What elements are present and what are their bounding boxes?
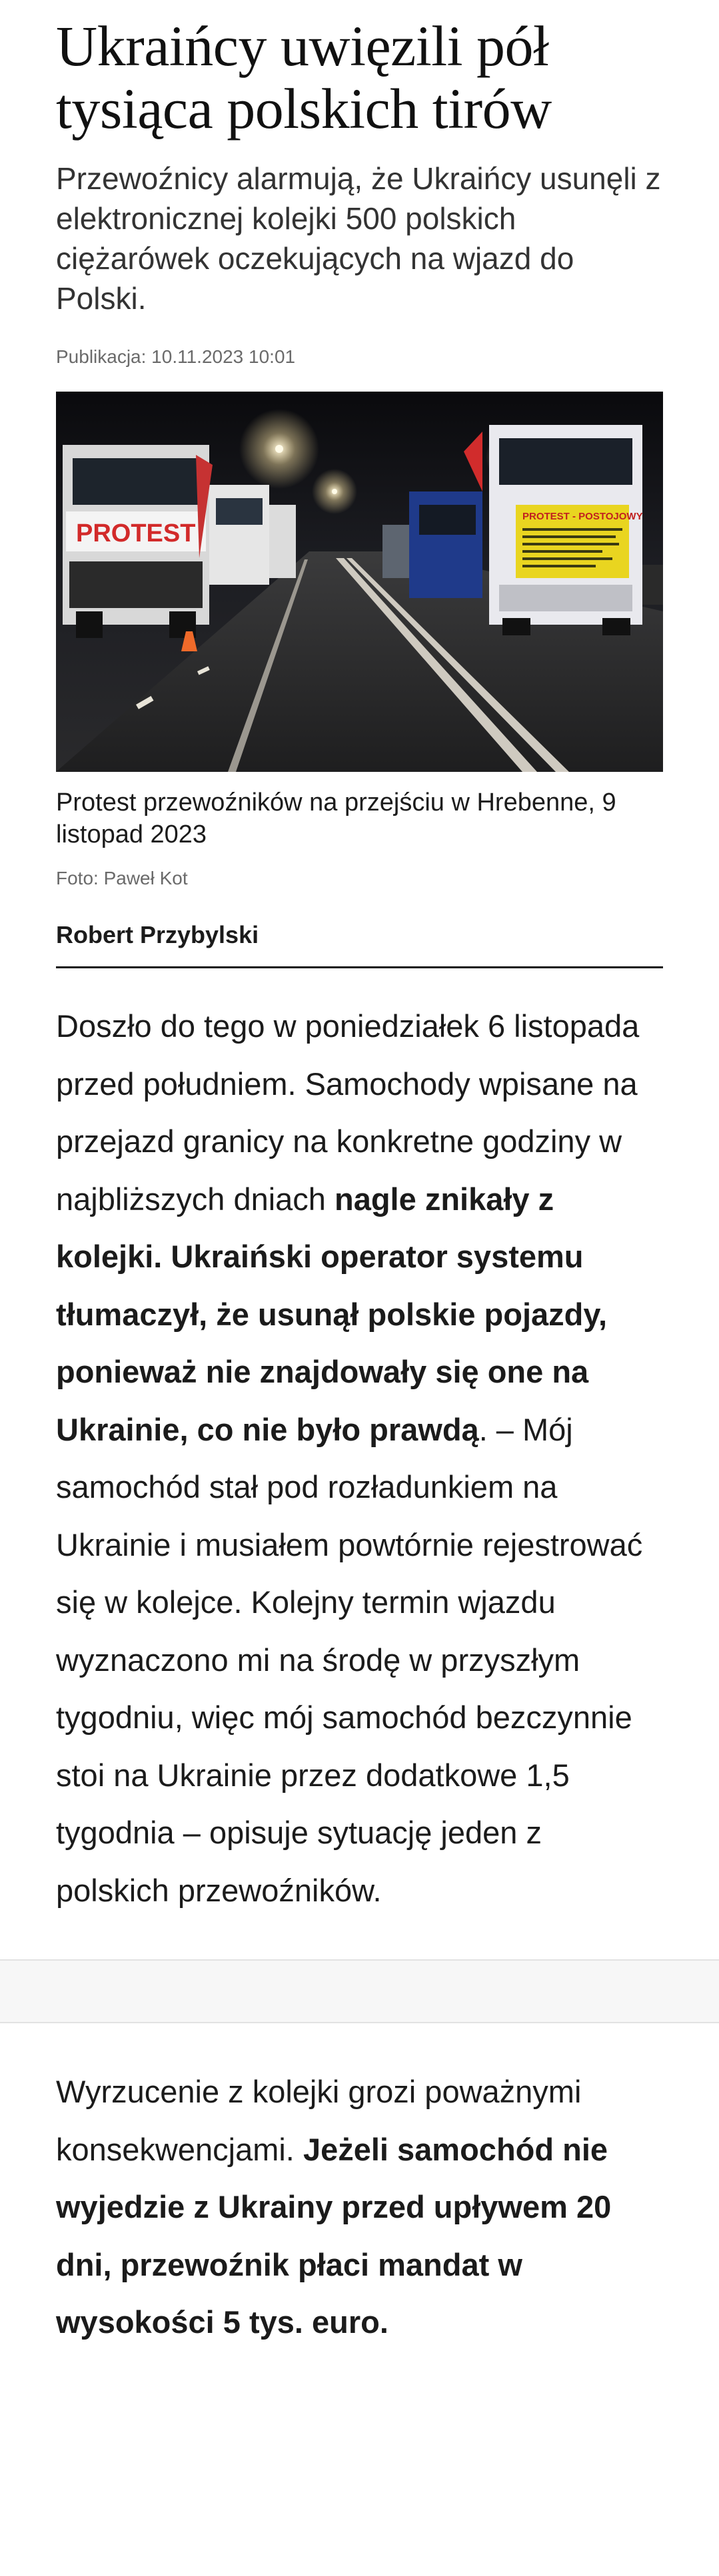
ad-slot xyxy=(0,1961,719,2022)
right-truck-banner-text: PROTEST - POSTOJOWY xyxy=(522,511,643,522)
paragraph-text: . – Mój samochód stał pod rozładunkiem na Ukrainie i musiałem powtórnie rejestrować się w kolejce. Kolejny termin wjazdu wyznaczono mi na środę w przyszłym tygodniu, więc mój samochód bezczynnie stoi na Ukrainie przez dodatkowe 1,5 tygodnia – opisuje sytuację jeden z polskich przewoźników. xyxy=(56,1411,643,1908)
paragraph-text: Wyrzucenie z kolejki grozi poważnymi konsekwencjami. xyxy=(56,2074,582,2167)
author-name[interactable]: Robert Przybylski xyxy=(56,921,663,968)
article xyxy=(0,15,719,1919)
publication-date: Publikacja: 10.11.2023 10:01 xyxy=(56,346,296,367)
paragraph-text: Doszło do tego w poniedziałek 6 listopada przed południem. Samochody wpisane na przejazd granicy na konkretne godziny w najbliższych dniach xyxy=(56,1008,640,1217)
night-road-trucks-image xyxy=(56,392,663,772)
photo-credit: Foto: Paweł Kot xyxy=(56,868,188,888)
article-photo[interactable] xyxy=(56,392,663,772)
article-title: Ukraińcy uwięzili pół tysiąca polskich tirów xyxy=(56,14,552,141)
paragraph-bold-text: Jeżeli samochód nie wyjedzie z Ukrainy przed upływem 20 dni, przewoźnik płaci mandat w wysokości 5 tys. euro. xyxy=(56,2131,612,2340)
article-lead: Przewoźnicy alarmują, że Ukraińcy usunęli z elektronicznej kolejki 500 polskich ciężarówek oczekujących na wjazd do Polski. xyxy=(56,161,661,316)
article-paragraph-1 xyxy=(56,998,663,1919)
left-truck-banner-text: PROTEST xyxy=(76,519,196,547)
ad-separator-bottom xyxy=(0,2022,719,2023)
article-paragraph-2 xyxy=(56,2063,663,2352)
photo-caption: Protest przewoźników na przejściu w Hrebenne, 9 listopad 2023 xyxy=(56,789,616,848)
article-continued xyxy=(0,2063,719,2352)
paragraph-bold-text: nagle znikały z kolejki. Ukraiński operator systemu tłumaczył, że usunął polskie pojazdy, ponieważ nie znajdowały się one na Ukrainie, co nie było prawdą xyxy=(56,1181,608,1447)
